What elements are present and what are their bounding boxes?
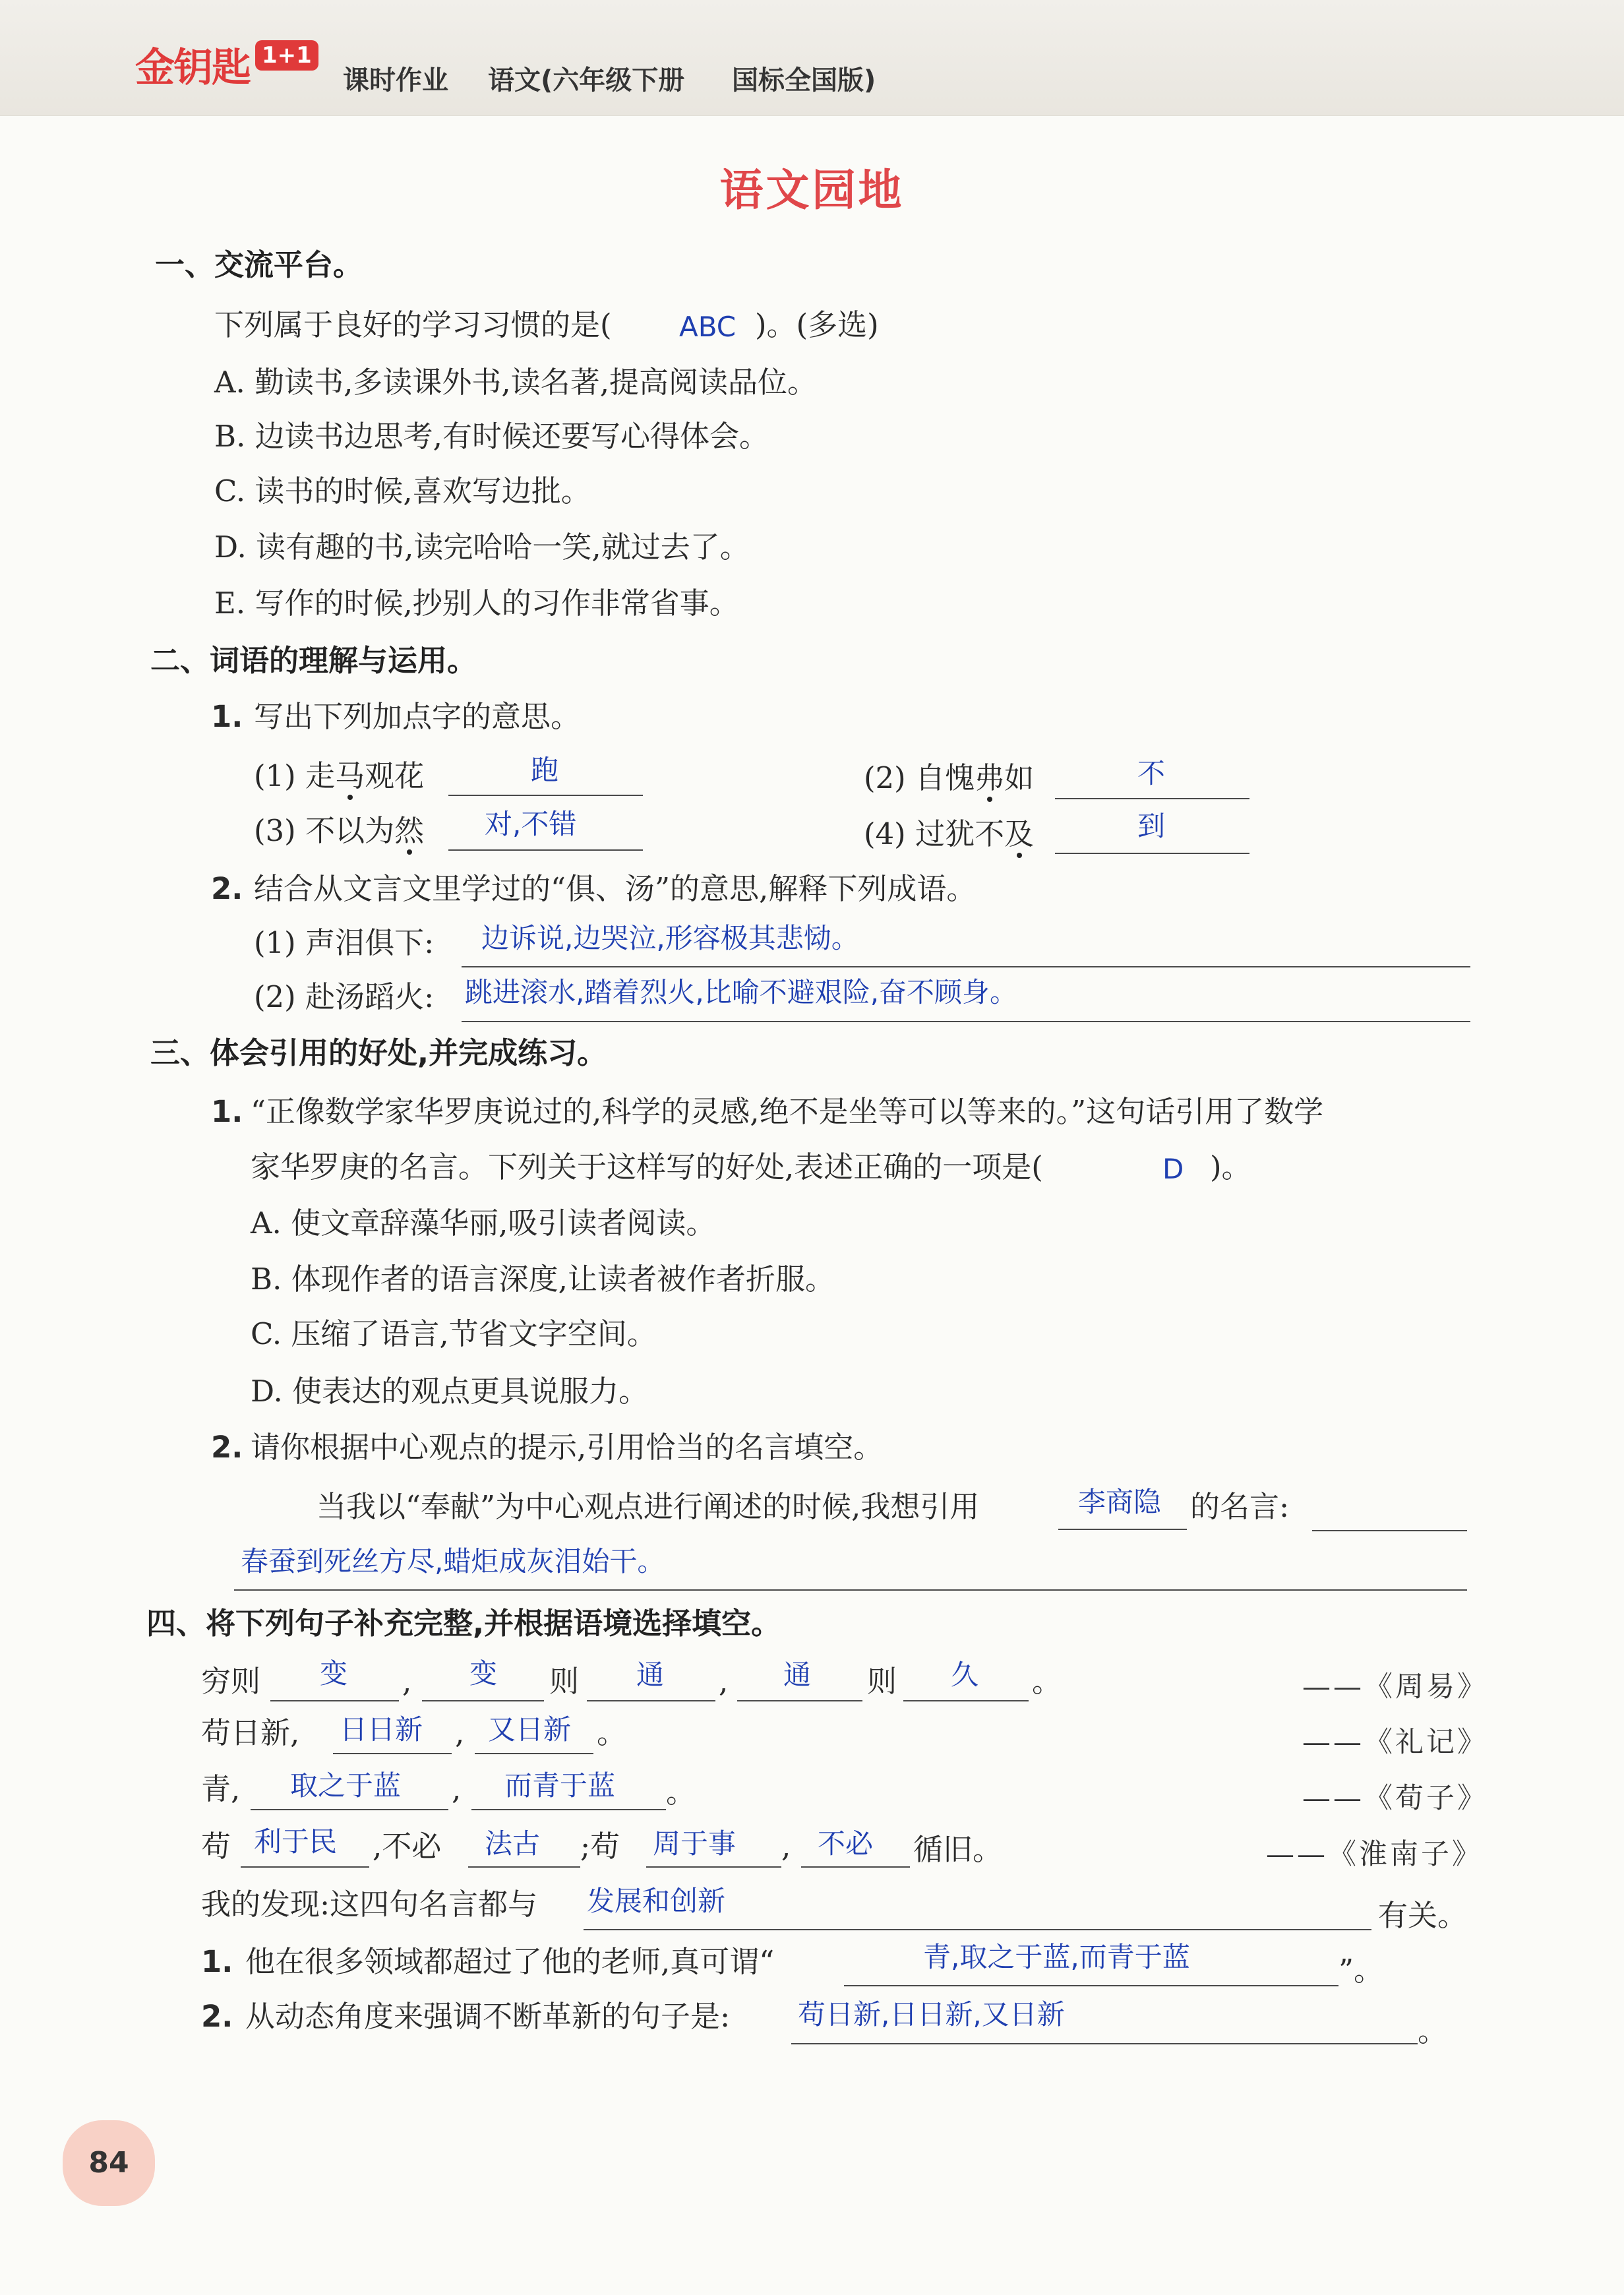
brand-logo: [135, 36, 318, 93]
s2-item-2-blank: [1055, 798, 1249, 799]
page-title: 语文园地: [719, 165, 905, 216]
s4-finding-after: 有关。: [1378, 1898, 1468, 1933]
s4-row1-end: 。: [1032, 1664, 1062, 1699]
s3-q2-number: 2.: [211, 1430, 243, 1465]
brand-badge: 1+1: [255, 40, 318, 71]
s4-row3-a: 青,: [201, 1771, 241, 1806]
s2-item-1: (1) 走马观花: [254, 758, 425, 793]
s3-q2-text: 请你根据中心观点的提示,引用恰当的名言填空。: [251, 1430, 884, 1465]
s3-q1-number: 1.: [211, 1094, 243, 1129]
s3-option-c: C. 压缩了语言,节省文字空间。: [251, 1316, 657, 1351]
s2-item-4: (4) 过犹不及: [864, 816, 1035, 851]
s4-row1-a: 穷则: [201, 1664, 261, 1699]
s2-item-4-blank: [1055, 853, 1249, 854]
s4-q1-answer: 青,取之于蓝,而青于蓝: [923, 1941, 1190, 1973]
s4-row4-d: 循旧。: [913, 1832, 1003, 1867]
s4-row4-b: ,不必: [373, 1829, 442, 1864]
s3-q1-line1: “正像数学家华罗庚说过的,科学的灵感,绝不是坐等可以等来的。”这句话引用了数学: [251, 1094, 1324, 1129]
s2-item-2: (2) 自愧弗如: [864, 760, 1035, 795]
s4-row3-source: ——《荀子》: [1302, 1782, 1488, 1815]
s2-q1-number: 1.: [211, 699, 243, 734]
s4-row1-blank-4: [737, 1700, 862, 1701]
s3-q2-sentence-after: 的名言:: [1190, 1489, 1290, 1524]
s1-option-c: C. 读书的时候,喜欢写边批。: [214, 474, 591, 508]
s3-option-b: B. 体现作者的语言深度,让读者被作者折服。: [251, 1262, 835, 1297]
s3-q2-quote-blank-1: [1312, 1530, 1467, 1531]
s4-q1-blank: [844, 1985, 1338, 1986]
s4-q2-answer: 苟日新,日日新,又日新: [798, 1998, 1065, 2031]
s4-row3-end: 。: [666, 1775, 696, 1810]
s4-row3-blank-1: [251, 1809, 448, 1810]
s4-row2-end: 。: [597, 1715, 627, 1750]
s2-q2-number: 2.: [211, 871, 243, 906]
s4-row1-blank-2: [422, 1700, 544, 1701]
s2-item-1-answer: 跑: [531, 754, 559, 786]
s4-row4-c: ;苟: [580, 1829, 620, 1864]
s4-q1-after: ”。: [1338, 1953, 1384, 1988]
s4-row4-comma: ,: [781, 1829, 791, 1864]
s3-q1-line2-before: 家华罗庚的名言。下列关于这样写的好处,表述正确的一项是(: [251, 1149, 1043, 1184]
s3-q2-quote-answer: 春蚕到死丝方尽,蜡炬成灰泪始干。: [241, 1545, 665, 1577]
s4-finding-blank: [584, 1929, 1371, 1930]
section-heading-3: 三、体会引用的好处,并完成练习。: [150, 1035, 607, 1070]
s2-idiom-1-answer: 边诉说,边哭泣,形容极其悲恸。: [481, 922, 859, 954]
s4-row4-source: ——《淮南子》: [1266, 1838, 1483, 1871]
edition-name: 国标全国版): [732, 65, 876, 96]
s4-row1-ans2: 变: [469, 1657, 498, 1690]
s4-q1-number: 1.: [201, 1944, 233, 1979]
s2-item-2-answer: 不: [1137, 757, 1166, 789]
s1-option-e: E. 写作的时候,抄别人的习作非常省事。: [214, 586, 739, 621]
s4-row3-ans1: 取之于蓝: [290, 1769, 402, 1802]
s4-row1-b: 则: [549, 1664, 580, 1699]
s2-idiom-2-answer: 跳进滚水,踏着烈火,比喻不避艰险,奋不顾身。: [465, 976, 1018, 1008]
s3-q1-answer: D: [1162, 1153, 1184, 1185]
s4-row3-blank-2: [471, 1809, 666, 1810]
s2-item-3: (3) 不以为然: [254, 813, 425, 848]
s2-idiom-2-blank: [462, 1021, 1470, 1022]
s4-row1-blank-1: [270, 1700, 399, 1701]
s4-row1-comma2: ,: [719, 1664, 729, 1699]
s2-q1-text: 写出下列加点字的意思。: [254, 699, 581, 734]
s3-q2-name-answer: 李商隐: [1078, 1486, 1162, 1518]
s4-row4-blank-3: [646, 1866, 781, 1868]
s2-item-4-answer: 到: [1137, 810, 1166, 842]
s4-row2-ans1: 日日新: [340, 1713, 423, 1746]
s2-q2-text: 结合从文言文里学过的“俱、汤”的意思,解释下列成语。: [254, 871, 977, 906]
s4-row2-a: 苟日新,: [201, 1715, 300, 1750]
series-name: 课时作业: [343, 65, 448, 96]
s4-row4-blank-1: [241, 1866, 369, 1868]
s3-q2-name-blank: [1058, 1529, 1187, 1530]
s4-row1-blank-3: [587, 1700, 715, 1701]
s2-item-3-answer: 对,不错: [485, 808, 577, 840]
s4-row4-blank-4: [801, 1866, 910, 1868]
s4-row4-ans3: 周于事: [653, 1827, 737, 1860]
s4-row4-ans4: 不必: [818, 1827, 874, 1860]
s4-row4-blank-2: [468, 1866, 580, 1868]
s4-row1-source: ——《周易》: [1302, 1670, 1488, 1703]
s1-option-d: D. 读有趣的书,读完哈哈一笑,就过去了。: [214, 530, 750, 565]
s3-q2-quote-blank-2: [234, 1589, 1467, 1591]
section-heading-2: 二、词语的理解与运用。: [150, 643, 477, 678]
page-header: [0, 0, 1624, 116]
section-heading-4: 四、将下列句子补充完整,并根据语境选择填空。: [146, 1606, 781, 1641]
s4-q2-blank: [791, 2043, 1418, 2044]
s4-row1-ans3: 通: [636, 1659, 665, 1691]
s4-row4-ans2: 法古: [485, 1827, 541, 1860]
s2-item-3-blank: [448, 849, 643, 851]
s1-question-after: )。(多选): [755, 307, 879, 342]
s3-q2-sentence-before: 当我以“奉献”为中心观点进行阐述的时候,我想引用: [316, 1489, 980, 1524]
s4-row1-ans4: 通: [783, 1659, 812, 1691]
s4-q1-before: 他在很多领域都超过了他的老师,真可谓“: [245, 1944, 775, 1979]
s1-option-b: B. 边读书边思考,有时候还要写心得体会。: [214, 419, 769, 454]
s1-question-before: 下列属于良好的学习习惯的是(: [214, 307, 612, 342]
s4-row2-source: ——《礼记》: [1302, 1726, 1488, 1759]
page-number: 84: [63, 2120, 155, 2206]
section-heading-1: 一、交流平台。: [155, 247, 363, 282]
s4-row4-ans1: 利于民: [254, 1825, 338, 1858]
s4-q2-after: 。: [1418, 2013, 1448, 2048]
s3-option-d: D. 使表达的观点更具说服力。: [251, 1374, 649, 1409]
s2-idiom-2: (2) 赴汤蹈火:: [254, 979, 435, 1014]
s1-answer: ABC: [679, 311, 737, 343]
s4-row2-blank-1: [333, 1753, 452, 1754]
s4-q2-before: 从动态角度来强调不断革新的句子是:: [245, 1999, 731, 2034]
s4-row2-ans2: 又日新: [488, 1713, 572, 1746]
subject-name: 语文(六年级下册: [488, 65, 685, 96]
s4-row1-c: 则: [867, 1664, 897, 1699]
s2-idiom-1-blank: [462, 966, 1470, 967]
s4-finding-answer: 发展和创新: [587, 1885, 726, 1917]
s4-row1-ans5: 久: [951, 1659, 979, 1691]
s4-row3-comma: ,: [452, 1771, 462, 1806]
s4-row2-blank-2: [475, 1753, 593, 1754]
s1-option-a: A. 勤读书,多读课外书,读名著,提高阅读品位。: [214, 365, 818, 400]
s4-row4-a: 苟: [201, 1829, 231, 1864]
s4-row1-blank-5: [903, 1700, 1029, 1701]
s4-finding-before: 我的发现:这四句名言都与: [201, 1887, 538, 1922]
s3-option-a: A. 使文章辞藻华丽,吸引读者阅读。: [251, 1206, 716, 1240]
s4-row1-comma1: ,: [402, 1664, 412, 1699]
s4-q2-number: 2.: [201, 1999, 233, 2034]
s4-row3-ans2: 而青于蓝: [504, 1769, 616, 1802]
s3-q1-line2-after: )。: [1210, 1149, 1251, 1184]
s2-idiom-1: (1) 声泪俱下:: [254, 925, 435, 960]
s2-item-1-blank: [448, 795, 643, 796]
s4-row1-ans1: 变: [320, 1657, 348, 1690]
brand-name: 金钥匙: [135, 45, 250, 91]
s4-row2-comma: ,: [455, 1715, 465, 1750]
